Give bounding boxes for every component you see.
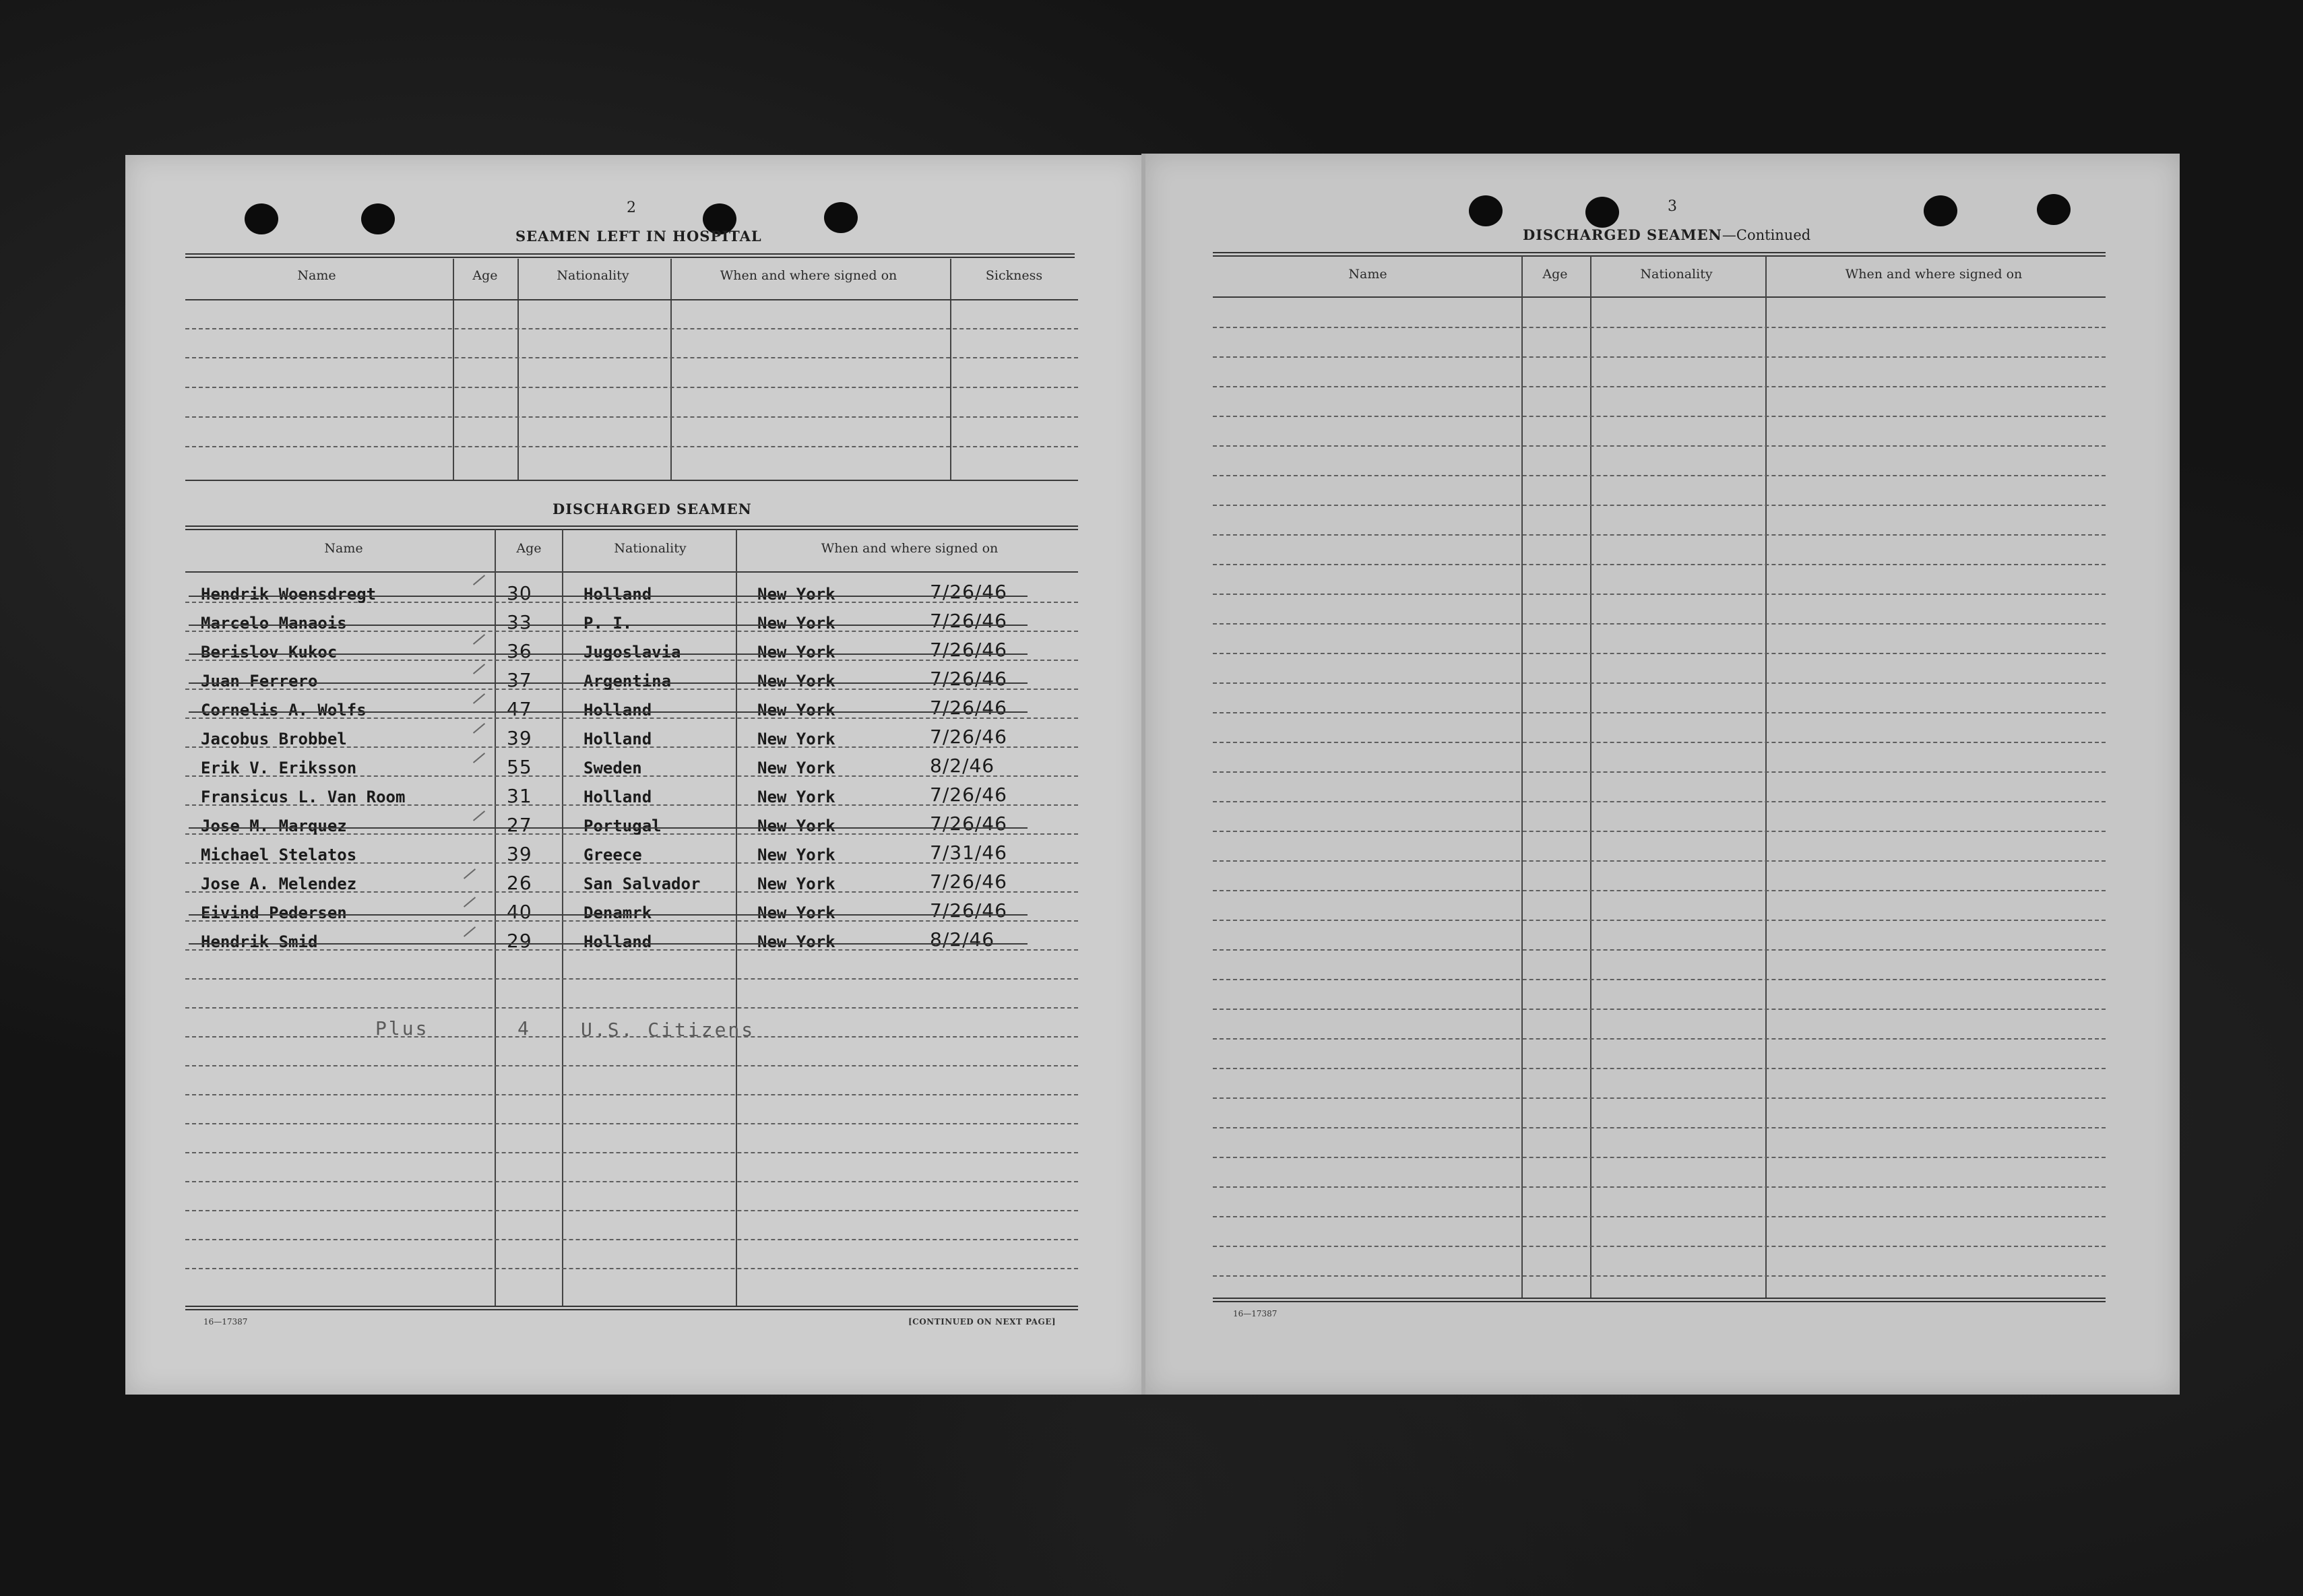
column-header-name: Name — [1348, 267, 1387, 282]
column-header-signed-on: When and where signed on — [1845, 267, 2023, 282]
row-rule — [1213, 386, 2106, 387]
seaman-age: 36 — [507, 640, 532, 662]
table-top-rule — [1213, 252, 2106, 257]
form-number: 16—17387 — [1233, 1309, 1277, 1318]
column-divider — [453, 259, 454, 481]
table-top-rule — [185, 525, 1078, 530]
seaman-name: Marcelo Manaois — [201, 614, 347, 633]
strike-through — [189, 943, 1028, 945]
row-rule — [1213, 505, 2106, 506]
signed-on-place: New York — [757, 585, 835, 604]
signed-on-place: New York — [757, 730, 835, 748]
table-top-rule — [185, 253, 1075, 258]
row-rule — [1213, 1216, 2106, 1217]
row-rule — [185, 1210, 1078, 1211]
row-rule — [1213, 1009, 2106, 1010]
row-rule — [1213, 1157, 2106, 1158]
seaman-nationality: Argentina — [583, 672, 672, 691]
seaman-nationality: Greece — [583, 845, 642, 864]
column-divider — [1765, 256, 1767, 1299]
plus-label: Plus — [375, 1017, 429, 1040]
seaman-age: 55 — [507, 756, 532, 778]
seaman-name: Hendrik Woensdregt — [201, 585, 377, 604]
plus-citizens-text: U.S. Citizens — [581, 1019, 755, 1041]
column-divider — [950, 259, 951, 481]
row-rule — [185, 1268, 1078, 1269]
signed-on-place: New York — [757, 903, 835, 922]
row-rule — [1213, 920, 2106, 921]
row-rule — [1213, 475, 2106, 476]
column-header-signed-on: When and where signed on — [821, 541, 999, 556]
seaman-nationality: Holland — [583, 788, 652, 806]
seaman-name: Juan Ferrero — [201, 672, 318, 691]
discharged-section-title: DISCHARGED SEAMEN — [553, 501, 752, 517]
column-divider — [736, 530, 737, 1306]
signed-on-place: New York — [757, 845, 835, 864]
signed-on-date: 7/31/46 — [930, 841, 1007, 864]
seaman-age: 26 — [507, 872, 532, 894]
row-rule — [185, 1181, 1078, 1182]
seaman-age: 33 — [507, 611, 532, 633]
column-header-nationality: Nationality — [614, 541, 687, 556]
row-rule — [1213, 1275, 2106, 1277]
signed-on-place: New York — [757, 759, 835, 777]
title-main: DISCHARGED SEAMEN — [1523, 226, 1722, 243]
seaman-age: 29 — [507, 930, 532, 952]
row-rule — [1213, 653, 2106, 654]
header-rule — [185, 571, 1078, 573]
row-rule — [185, 1007, 1078, 1009]
row-rule — [185, 1123, 1078, 1124]
seaman-age: 40 — [507, 901, 532, 923]
seaman-name: Eivind Pedersen — [201, 903, 347, 922]
row-rule — [1213, 623, 2106, 625]
column-divider — [1521, 256, 1523, 1299]
punch-hole — [245, 203, 278, 234]
seaman-name: Berislov Kukoc — [201, 643, 338, 662]
seaman-name: Hendrik Smid — [201, 932, 318, 951]
right-page — [1145, 154, 2180, 1395]
row-rule — [1213, 979, 2106, 980]
seaman-name: Jose M. Marquez — [201, 817, 347, 835]
row-rule — [1213, 890, 2106, 891]
row-rule — [1213, 712, 2106, 713]
row-rule — [1213, 1038, 2106, 1040]
row-rule — [1213, 1186, 2106, 1188]
signed-on-date: 8/2/46 — [930, 928, 995, 951]
signed-on-date: 7/26/46 — [930, 812, 1007, 835]
punch-hole — [361, 203, 395, 234]
column-header-nationality: Nationality — [557, 268, 629, 283]
row-rule — [185, 328, 1078, 329]
signed-on-place: New York — [757, 614, 835, 633]
row-rule — [1213, 445, 2106, 447]
signed-on-date: 7/26/46 — [930, 784, 1007, 806]
column-header-name: Name — [297, 268, 336, 283]
column-header-signed-on: When and where signed on — [720, 268, 897, 283]
row-rule — [185, 357, 1078, 358]
row-rule — [1213, 831, 2106, 832]
strike-through — [189, 625, 1028, 626]
signed-on-date: 7/26/46 — [930, 726, 1007, 748]
row-rule — [1213, 682, 2106, 684]
seaman-age: 27 — [507, 814, 532, 836]
row-rule — [185, 1094, 1078, 1095]
signed-on-place: New York — [757, 643, 835, 662]
seaman-age: 39 — [507, 727, 532, 749]
column-divider — [495, 530, 496, 1306]
column-divider — [517, 259, 519, 481]
row-rule — [1213, 356, 2106, 358]
row-rule — [1213, 1127, 2106, 1128]
row-rule — [1213, 1246, 2106, 1247]
row-rule — [1213, 1097, 2106, 1099]
row-rule — [185, 1239, 1078, 1240]
signed-on-place: New York — [757, 701, 835, 720]
continued-note: [CONTINUED ON NEXT PAGE] — [908, 1317, 1056, 1327]
seaman-age: 39 — [507, 843, 532, 865]
row-rule — [1213, 860, 2106, 862]
row-rule — [1213, 416, 2106, 417]
row-rule — [1213, 1068, 2106, 1069]
column-header-age: Age — [516, 541, 542, 556]
seaman-age: 47 — [507, 698, 532, 720]
seaman-name: Jacobus Brobbel — [201, 730, 347, 748]
row-rule — [1213, 949, 2106, 951]
seaman-nationality: Jugoslavia — [583, 643, 681, 662]
row-rule — [185, 978, 1078, 980]
column-header-sickness: Sickness — [985, 268, 1043, 283]
row-rule — [185, 446, 1078, 447]
row-rule — [1213, 771, 2106, 773]
punch-hole — [1585, 197, 1619, 228]
seaman-nationality: Holland — [583, 701, 652, 720]
seaman-name: Cornelis A. Wolfs — [201, 701, 367, 720]
row-rule — [185, 387, 1078, 388]
signed-on-date: 7/26/46 — [930, 639, 1007, 661]
seaman-name: Michael Stelatos — [201, 845, 357, 864]
row-rule — [185, 480, 1078, 481]
punch-hole — [1469, 195, 1503, 226]
column-divider — [562, 530, 563, 1306]
seaman-nationality: Portugal — [583, 817, 662, 835]
signed-on-date: 7/26/46 — [930, 581, 1007, 603]
column-header-age: Age — [472, 268, 498, 283]
strike-through — [189, 827, 1028, 829]
seaman-nationality: Holland — [583, 585, 652, 604]
strike-through — [189, 711, 1028, 713]
strike-through — [189, 682, 1028, 684]
strike-through — [189, 914, 1028, 916]
row-rule — [185, 299, 1078, 300]
seaman-name: Jose A. Melendez — [201, 874, 357, 893]
strike-through — [189, 596, 1028, 597]
signed-on-date: 7/26/46 — [930, 668, 1007, 690]
signed-on-place: New York — [757, 788, 835, 806]
column-divider — [1590, 256, 1591, 1299]
row-rule — [1213, 742, 2106, 743]
row-rule — [1213, 564, 2106, 565]
row-rule — [1213, 594, 2106, 595]
seaman-name: Fransicus L. Van Room — [201, 788, 406, 806]
seaman-age: 30 — [507, 582, 532, 604]
column-header-nationality: Nationality — [1640, 267, 1713, 282]
seaman-nationality: P. I. — [583, 614, 633, 633]
seaman-nationality: San Salvador — [583, 874, 701, 893]
seaman-nationality: Holland — [583, 932, 652, 951]
signed-on-date: 7/26/46 — [930, 899, 1007, 922]
signed-on-place: New York — [757, 874, 835, 893]
table-bottom-rule — [1213, 1298, 2106, 1302]
seaman-nationality: Holland — [583, 730, 652, 748]
column-divider — [670, 259, 672, 481]
page-number: 3 — [1668, 198, 1677, 215]
seaman-age: 37 — [507, 669, 532, 691]
seaman-nationality: Denamrk — [583, 903, 652, 922]
page-number: 2 — [627, 199, 636, 216]
column-header-age: Age — [1542, 267, 1568, 282]
signed-on-date: 7/26/46 — [930, 610, 1007, 632]
row-rule — [185, 416, 1078, 418]
seaman-age: 31 — [507, 785, 532, 807]
signed-on-place: New York — [757, 932, 835, 951]
punch-hole — [824, 202, 858, 233]
punch-hole — [1924, 195, 1957, 226]
form-number: 16—17387 — [203, 1317, 248, 1327]
signed-on-place: New York — [757, 672, 835, 691]
row-rule — [1213, 801, 2106, 802]
title-continued: —Continued — [1722, 227, 1811, 243]
punch-hole — [2037, 194, 2071, 225]
plus-count: 4 — [517, 1017, 531, 1040]
hospital-section-title: SEAMEN LEFT IN HOSPITAL — [515, 228, 762, 245]
row-rule — [1213, 534, 2106, 536]
row-rule — [1213, 327, 2106, 328]
row-rule — [185, 1065, 1078, 1066]
signed-on-date: 8/2/46 — [930, 755, 995, 777]
header-rule — [1213, 296, 2106, 298]
strike-through — [189, 653, 1028, 655]
signed-on-place: New York — [757, 817, 835, 835]
row-rule — [185, 1152, 1078, 1153]
column-header-name: Name — [324, 541, 363, 556]
seaman-name: Erik V. Eriksson — [201, 759, 357, 777]
signed-on-date: 7/26/46 — [930, 870, 1007, 893]
table-bottom-rule — [185, 1306, 1078, 1310]
seaman-nationality: Sweden — [583, 759, 642, 777]
signed-on-date: 7/26/46 — [930, 697, 1007, 719]
discharged-continued-title — [1523, 226, 1810, 243]
